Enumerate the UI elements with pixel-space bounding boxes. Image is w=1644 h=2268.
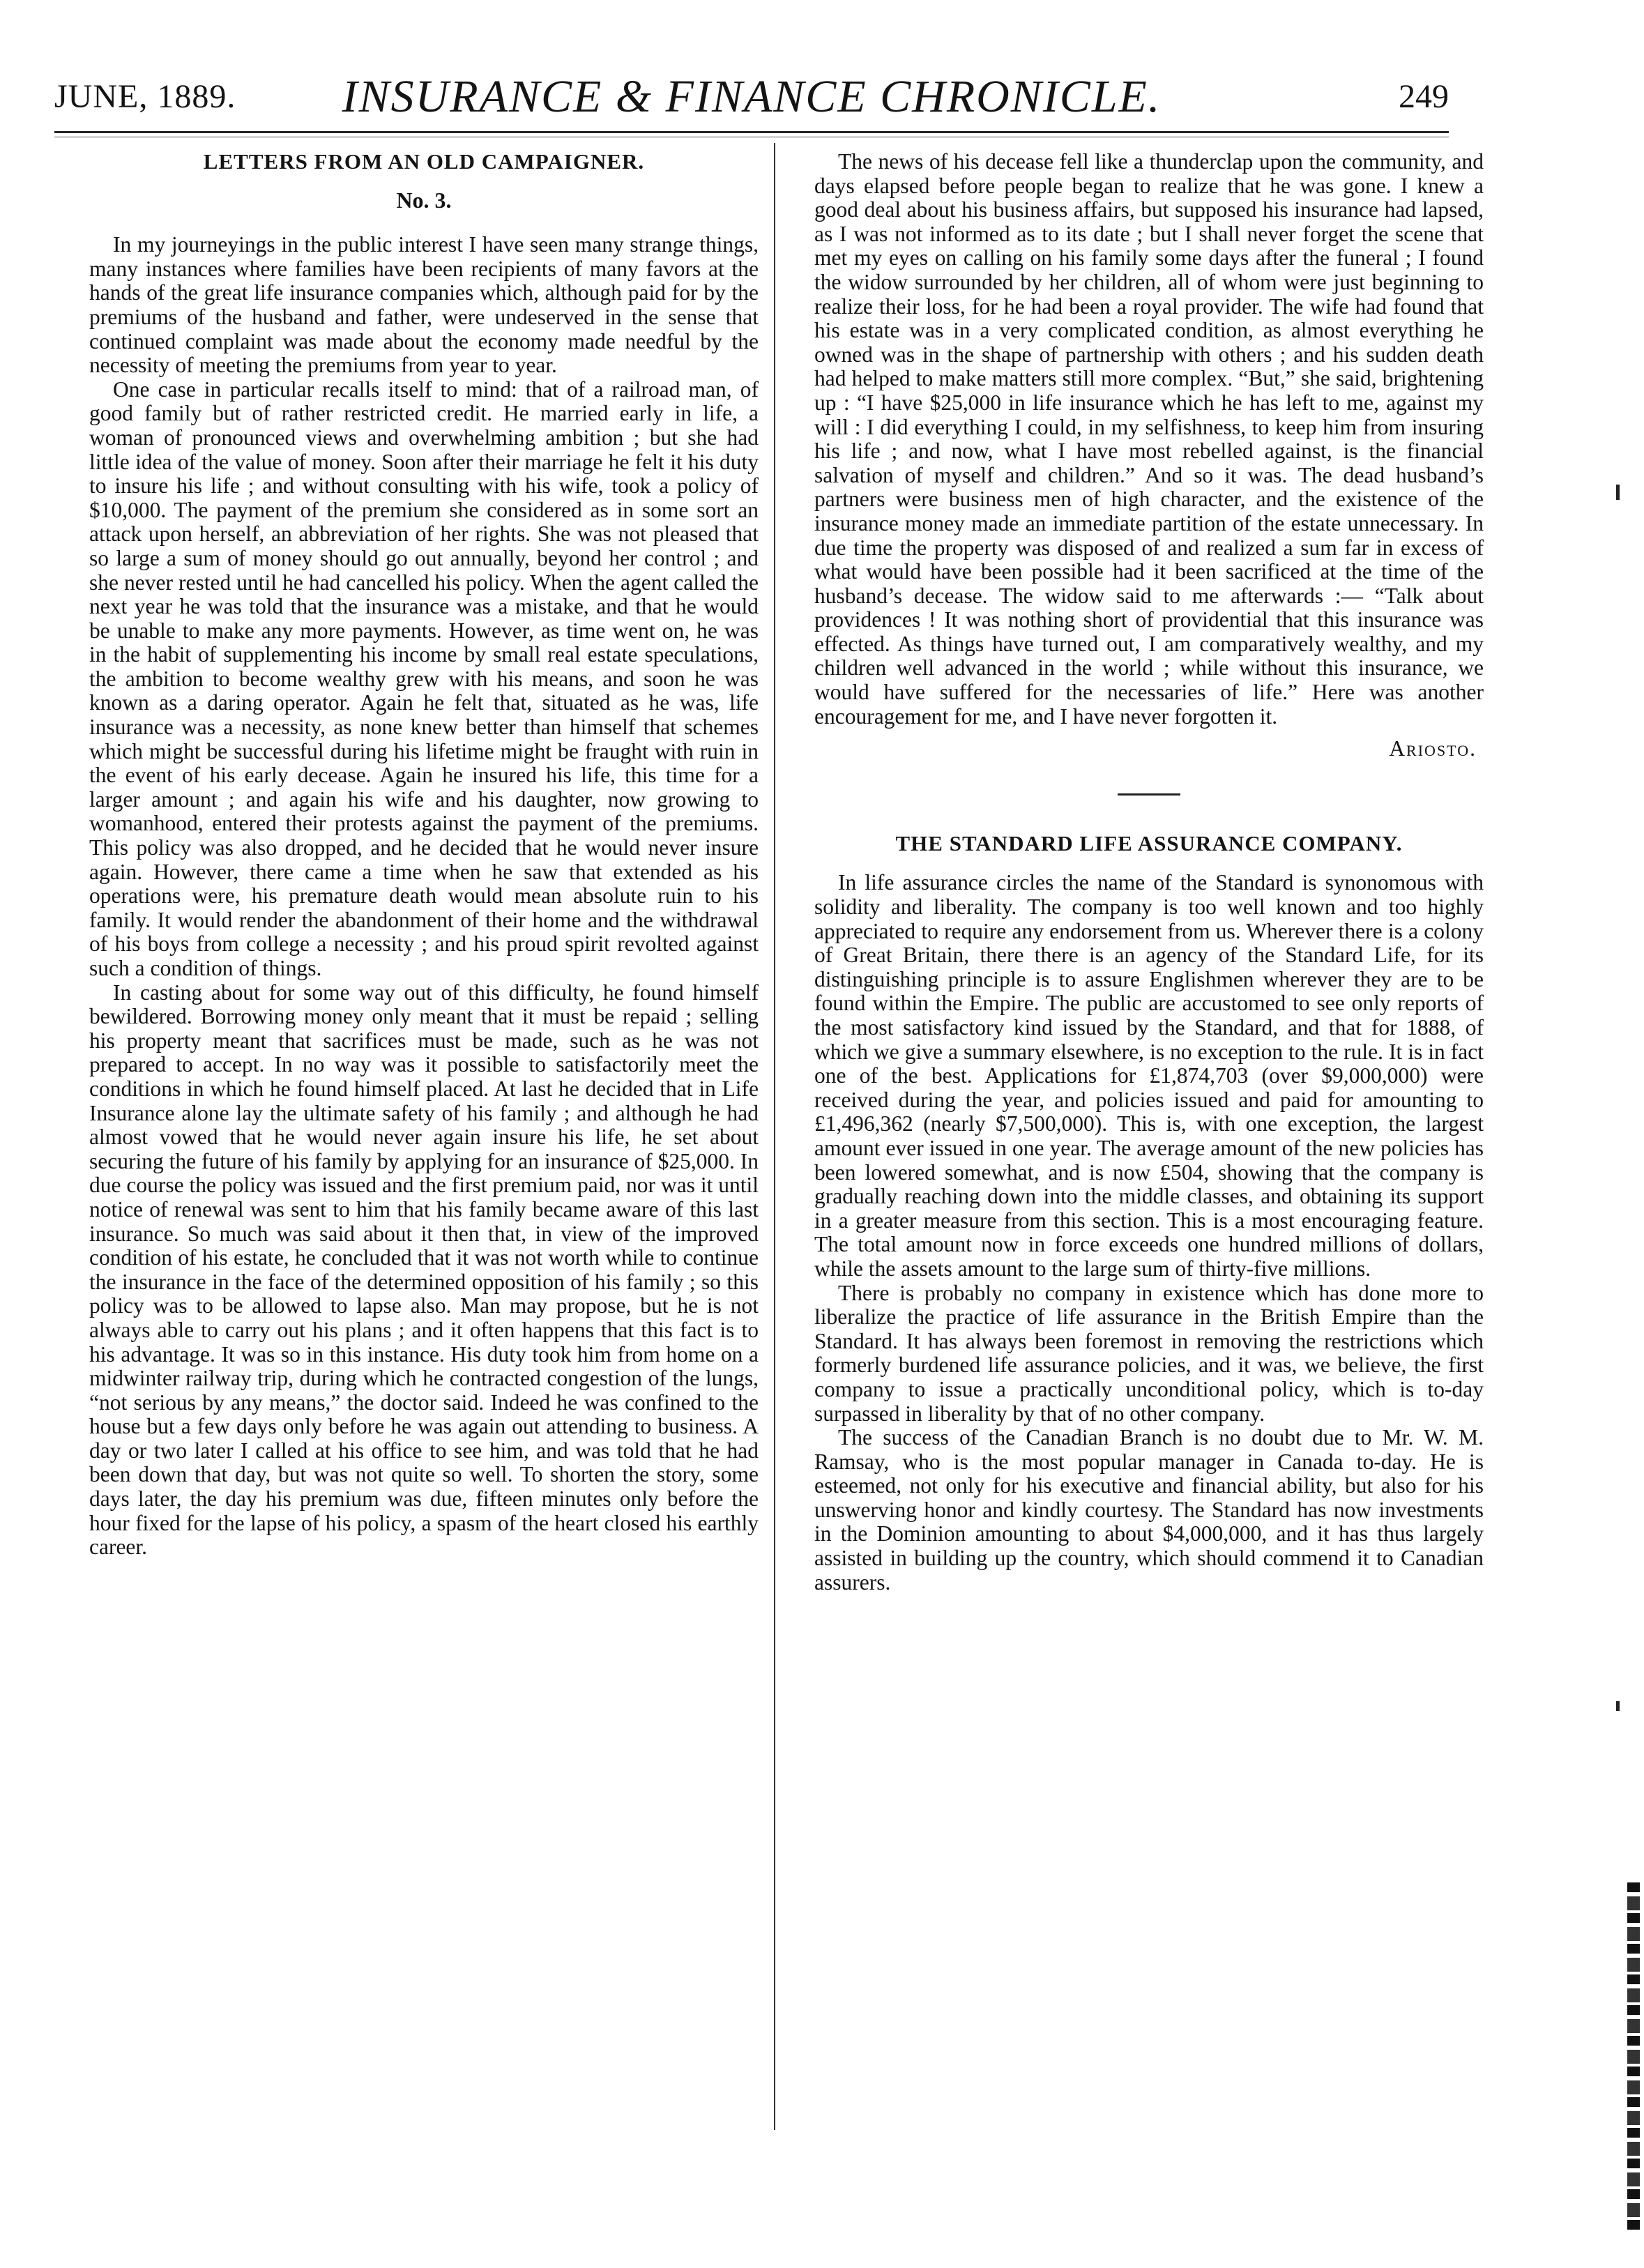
right-column	[814, 150, 1484, 1595]
page-number: 249	[1399, 78, 1449, 115]
page-edge-strip	[1627, 1882, 1640, 2231]
author-signature: Ariosto.	[1389, 736, 1477, 761]
paragraph: In casting about for some way out of this difficulty, he found himself bewildered. Borrowing money only meant that it must be repaid ; selling his property meant that sacrifices must be made, such as he was not prepared to accept. In no way was it possible to satisfactorily meet the conditions in which he found himself placed. At last he decided that in Life Insurance alone lay the ultimate safety of his family ; and although he had almost vowed that he would never again insure his life, he set about securing the future of his family by applying for an insurance of $25,000. In due course the policy was issued and the first premium paid, nor was it until notice of renewal was sent to him that his family became aware of this last insurance. So much was said about it then that, in view of the improved condition of his estate, he concluded that it was not worth while to continue the insurance in the face of the determined opposition of his family ; so this policy was to be allowed to lapse also. Man may propose, but he is not always able to carry out his plans ; and it often happens that this fact is to his advantage. It was so in this instance. His duty took him from home on a midwinter railway trip, during which he contracted congestion of the lungs, “not serious by any means,” the doctor said. Indeed he was confined to the house but a few days only before he was again out attending to business. A day or two later I called at his office to see him, and was told that he had been down that day, but was not quite so well. To shorten the story, some days later, the day his premium was due, fifteen minutes only before the hour fixed for the lapse of his policy, a spasm of the heart closed his earthly career.	[89, 980, 759, 1560]
paragraph: One case in particular recalls itself to mind: that of a railroad man, of good family but of rather restricted credit. He married early in life, a woman of pronounced views and overwhelming ambition ; but she had little idea of the value of money. Soon after their marriage he felt it his duty to insure his life ; and without consulting with his wife, took a policy of $10,000. The payment of the premium she considered as in some sort an attack upon herself, an abbreviation of her rights. She was not pleased that so large a sum of money should go out annually, beyond her control ; and she never rested until he had cancelled his policy. When the agent called the next year he was told that the insurance was a mistake, and that he would be unable to make any more payments. However, as time went on, he was in the habit of supplementing his income by small real estate speculations, the ambition to become wealthy grew with his means, and soon he was known as a daring operator. Again he felt that, situated as he was, life insurance was a necessity, as none knew better than himself that schemes which might be successful during his lifetime might be fraught with ruin in the event of his early decease. Again he insured his life, this time for a larger amount ; and again his wife and his daughter, now growing to womanhood, entered their protests against the payment of the premiums. This policy was also dropped, and he decided that he would never insure again. However, there came a time when he saw that extended as his operations were, his premature death would mean absolute ruin to his family. It would render the abandonment of their home and the withdrawal of his boys from college a necessity ; and his proud spirit revolted against such a condition of things.	[89, 376, 759, 980]
paragraph: The success of the Canadian Branch is no doubt due to Mr. W. M. Ramsay, who is the most popular manager in Canada to-day. He is esteemed, not only for his executive and financial ability, but also for his unswerving honor and kindly courtesy. The Standard has now investments in the Dominion amounting to about $4,000,000, and it has thus largely assisted in building up the country, which should commend it to Canadian assurers.	[814, 1425, 1484, 1595]
article-title: THE STANDARD LIFE ASSURANCE COMPANY.	[895, 830, 1403, 855]
margin-mark	[1616, 1701, 1620, 1711]
article-title: LETTERS FROM AN OLD CAMPAIGNER.	[203, 149, 645, 174]
header-rule	[54, 131, 1449, 133]
column-divider	[774, 143, 775, 2130]
article-number: No. 3.	[396, 187, 452, 213]
issue-date: JUNE, 1889.	[54, 78, 236, 115]
publication-title: INSURANCE & FINANCE CHRONICLE.	[342, 71, 1162, 122]
running-head	[54, 73, 1449, 121]
paragraph: There is probably no company in existence which has done more to liberalize the practice of life assurance in the British Empire than the Standard. It has always been foremost in removing the restrictions which formerly burdened life assurance policies, and it was, we believe, the first company to issue a practically unconditional policy, which is to-day surpassed in liberality by that of no other company.	[814, 1280, 1484, 1426]
paragraph: The news of his decease fell like a thunderclap upon the community, and days elapsed before people began to realize that he was gone. I knew a good deal about his business affairs, but supposed his insurance had lapsed, as I was not informed as to its date ; but I shall never forget the scene that met my eyes on calling on his family some days after the funeral ; I found the widow surrounded by her children, all of whom were just beginning to realize their loss, for he had been a royal provider. The wife had found that his estate was in a very complicated condition, as almost everything he owned was in the shape of partnership with others ; and his sudden death had helped to make matters still more complex. “But,” she said, brightening up : “I have $25,000 in life insurance which he has left to me, against my will : I did everything I could, in my selfishness, to keep him from insuring his life ; and now, what I have most rebelled against, is the financial salvation of myself and children.” And so it was. The dead husband’s partners were business men of high character, and the existence of the insurance money made an immediate partition of the estate unnecessary. In due time the property was disposed of and realized a sum far in excess of what would have been possible had it been sacrificed at the time of the husband’s decease. The widow said to me afterwards :— “Talk about providences ! It was nothing short of providential that this insurance was effected. As things have turned out, I am comparatively wealthy, and my children well advanced in the world ; while without this insurance, we would have suffered for the necessaries of life.” Here was another encouragement for me, and I have never forgotten it.	[814, 149, 1484, 729]
paragraph: In life assurance circles the name of the Standard is synonomous with solidity and liberality. The company is too well known and too highly appreciated to require any endorsement from us. Wherever there is a colony of Great Britain, there there is an agency of the Standard Life, for its distinguishing principle is to assure Englishmen wherever they are to be found within the Empire. The public are accustomed to see only reports of the most satisfactory kind issued by the Standard, and that for 1888, of which we give a summary elsewhere, is no exception to the rule. It is in fact one of the best. Applications for £1,874,703 (over $9,000,000) were received during the year, and policies issued and paid for amounting to £1,496,362 (nearly $7,500,000). This is, with one exception, the largest amount ever issued in one year. The average amount of the new policies has been lowered somewhat, and is now £504, showing that the company is gradually reaching down into the middle classes, and obtaining its support in a greater measure from this section. This is a most encouraging feature. The total amount now in force exceeds one hundred millions of dollars, while the assets amount to the large sum of thirty-five millions.	[814, 870, 1484, 1281]
paragraph: In my journeyings in the public interest I have seen many strange things, many instances where families have been recipients of many favors at the hands of the great life insurance companies which, although paid for by the premiums of the husband and father, were undeserved in the sense that continued complaint was made about the economy made needful by the necessity of meeting the premiums from year to year.	[89, 232, 759, 378]
left-column	[89, 150, 759, 1560]
margin-mark	[1616, 485, 1620, 500]
article-separator	[1118, 793, 1180, 796]
